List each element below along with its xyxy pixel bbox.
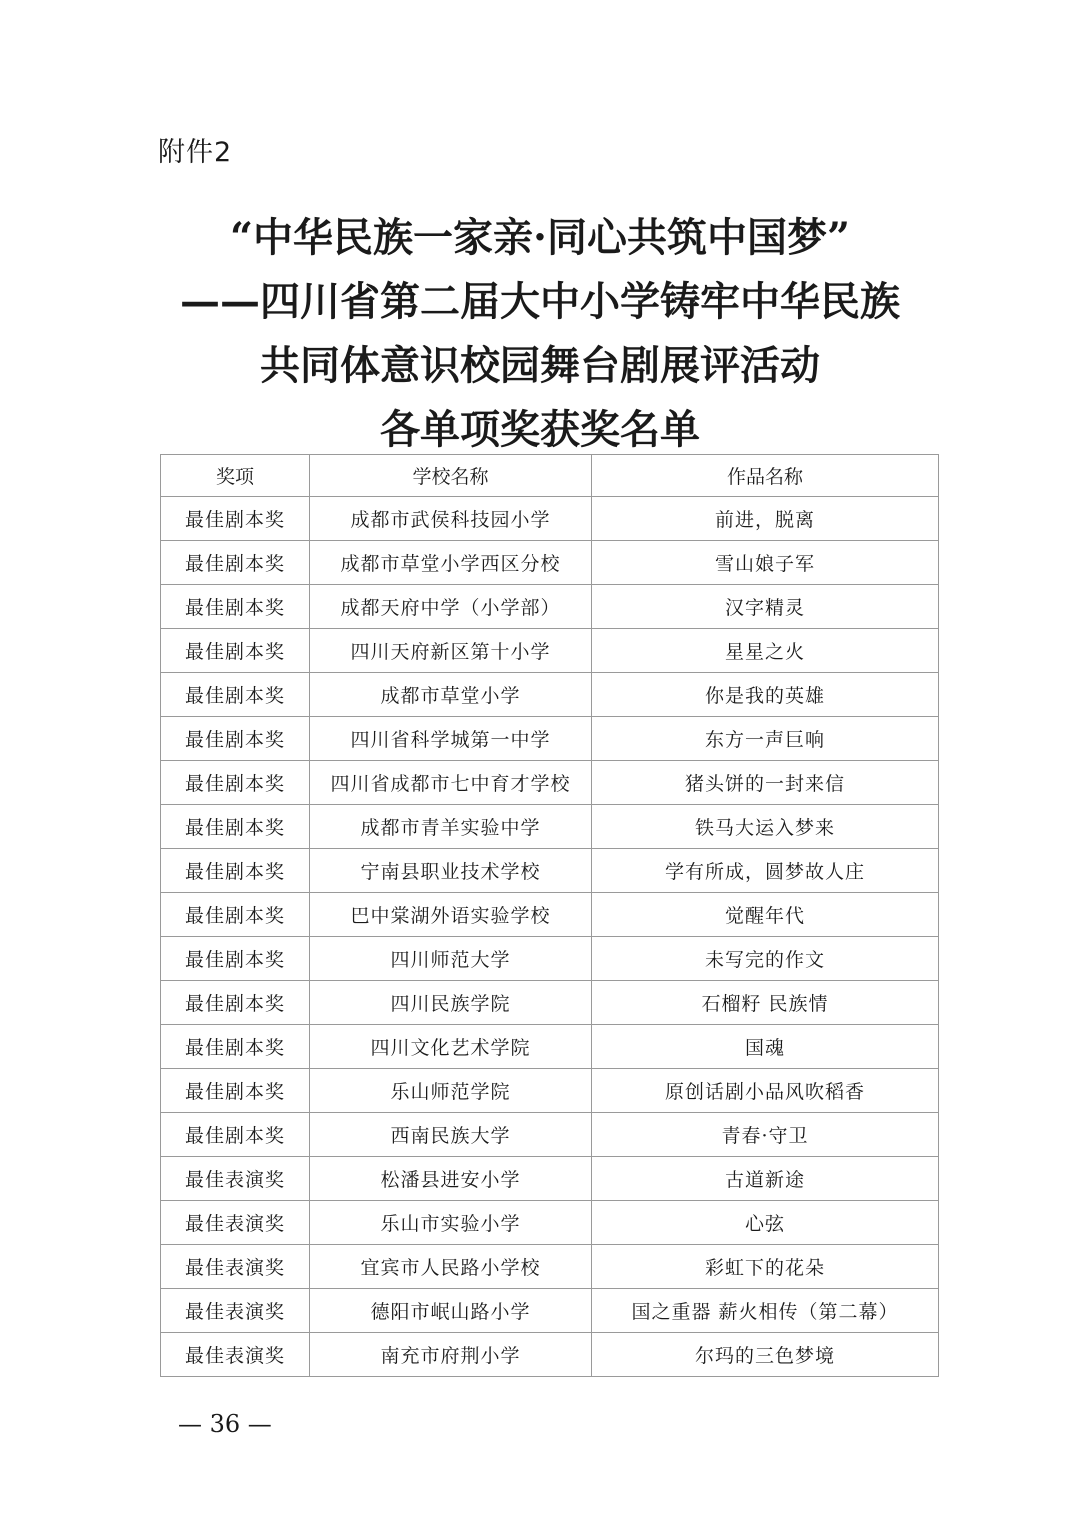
table-row [161, 629, 939, 673]
award-cell: 最佳剧本奖 [161, 629, 310, 673]
title-line-2: ——四川省第二届大中小学铸牢中华民族 [180, 278, 900, 325]
award-cell: 最佳剧本奖 [161, 1025, 310, 1069]
table-row [161, 937, 939, 981]
table-row [161, 673, 939, 717]
award-cell: 最佳剧本奖 [161, 1113, 310, 1157]
page-number: — 36 — [178, 1410, 272, 1438]
school-cell: 乐山师范学院 [310, 1069, 592, 1113]
work-cell: 学有所成，圆梦故人庄 [592, 849, 939, 893]
award-cell: 最佳剧本奖 [161, 497, 310, 541]
award-cell: 最佳表演奖 [161, 1201, 310, 1245]
work-cell: 古道新途 [592, 1157, 939, 1201]
award-cell: 最佳剧本奖 [161, 981, 310, 1025]
work-cell: 国魂 [592, 1025, 939, 1069]
school-cell: 成都市草堂小学西区分校 [310, 541, 592, 585]
work-cell: 青春·守卫 [592, 1113, 939, 1157]
award-cell: 最佳剧本奖 [161, 717, 310, 761]
work-cell: 雪山娘子军 [592, 541, 939, 585]
school-cell: 成都市青羊实验中学 [310, 805, 592, 849]
school-cell: 成都市草堂小学 [310, 673, 592, 717]
work-cell: 猪头饼的一封来信 [592, 761, 939, 805]
header-award: 奖项 [161, 455, 310, 497]
school-cell: 四川省成都市七中育才学校 [310, 761, 592, 805]
table-row [161, 849, 939, 893]
award-cell: 最佳剧本奖 [161, 541, 310, 585]
attachment-label: 附件2 [158, 137, 233, 168]
school-cell: 四川师范大学 [310, 937, 592, 981]
work-cell: 前进，脱离 [592, 497, 939, 541]
table-row [161, 1113, 939, 1157]
award-cell: 最佳剧本奖 [161, 1069, 310, 1113]
table-row [161, 761, 939, 805]
award-cell: 最佳剧本奖 [161, 937, 310, 981]
table-row [161, 585, 939, 629]
table-row [161, 981, 939, 1025]
work-cell: 汉字精灵 [592, 585, 939, 629]
table-row [161, 1025, 939, 1069]
table-row [161, 805, 939, 849]
award-cell: 最佳剧本奖 [161, 673, 310, 717]
awards-table [160, 454, 939, 1377]
award-cell: 最佳表演奖 [161, 1289, 310, 1333]
award-cell: 最佳表演奖 [161, 1157, 310, 1201]
table-row [161, 497, 939, 541]
school-cell: 乐山市实验小学 [310, 1201, 592, 1245]
table-row [161, 1069, 939, 1113]
school-cell: 松潘县进安小学 [310, 1157, 592, 1201]
school-cell: 成都天府中学（小学部） [310, 585, 592, 629]
school-cell: 德阳市岷山路小学 [310, 1289, 592, 1333]
work-cell: 星星之火 [592, 629, 939, 673]
school-cell: 四川民族学院 [310, 981, 592, 1025]
table-row [161, 541, 939, 585]
table-row [161, 1201, 939, 1245]
work-cell: 铁马大运入梦来 [592, 805, 939, 849]
school-cell: 成都市武侯科技园小学 [310, 497, 592, 541]
award-cell: 最佳表演奖 [161, 1333, 310, 1377]
work-cell: 心弦 [592, 1201, 939, 1245]
header-work: 作品名称 [592, 455, 939, 497]
title-line-3: 共同体意识校园舞台剧展评活动 [260, 342, 820, 389]
award-cell: 最佳剧本奖 [161, 805, 310, 849]
work-cell: 觉醒年代 [592, 893, 939, 937]
work-cell: 石榴籽 民族情 [592, 981, 939, 1025]
school-cell: 宜宾市人民路小学校 [310, 1245, 592, 1289]
work-cell: 东方一声巨响 [592, 717, 939, 761]
document-title [0, 206, 1080, 462]
table-header-row [161, 455, 939, 497]
school-cell: 巴中棠湖外语实验学校 [310, 893, 592, 937]
title-line-1: “中华民族一家亲·同心共筑中国梦” [230, 214, 850, 261]
table-row [161, 1245, 939, 1289]
school-cell: 南充市府荆小学 [310, 1333, 592, 1377]
work-cell: 原创话剧小品风吹稻香 [592, 1069, 939, 1113]
table-row [161, 1289, 939, 1333]
work-cell: 你是我的英雄 [592, 673, 939, 717]
work-cell: 尔玛的三色梦境 [592, 1333, 939, 1377]
award-cell: 最佳表演奖 [161, 1245, 310, 1289]
work-cell: 未写完的作文 [592, 937, 939, 981]
work-cell: 国之重器 薪火相传（第二幕） [592, 1289, 939, 1333]
school-cell: 四川文化艺术学院 [310, 1025, 592, 1069]
title-line-4: 各单项奖获奖名单 [380, 406, 700, 453]
work-cell: 彩虹下的花朵 [592, 1245, 939, 1289]
school-cell: 宁南县职业技术学校 [310, 849, 592, 893]
award-cell: 最佳剧本奖 [161, 893, 310, 937]
award-cell: 最佳剧本奖 [161, 849, 310, 893]
award-cell: 最佳剧本奖 [161, 761, 310, 805]
table-row [161, 717, 939, 761]
header-school: 学校名称 [310, 455, 592, 497]
table-row [161, 893, 939, 937]
school-cell: 四川天府新区第十小学 [310, 629, 592, 673]
table-row [161, 1333, 939, 1377]
award-cell: 最佳剧本奖 [161, 585, 310, 629]
school-cell: 四川省科学城第一中学 [310, 717, 592, 761]
school-cell: 西南民族大学 [310, 1113, 592, 1157]
table-row [161, 1157, 939, 1201]
